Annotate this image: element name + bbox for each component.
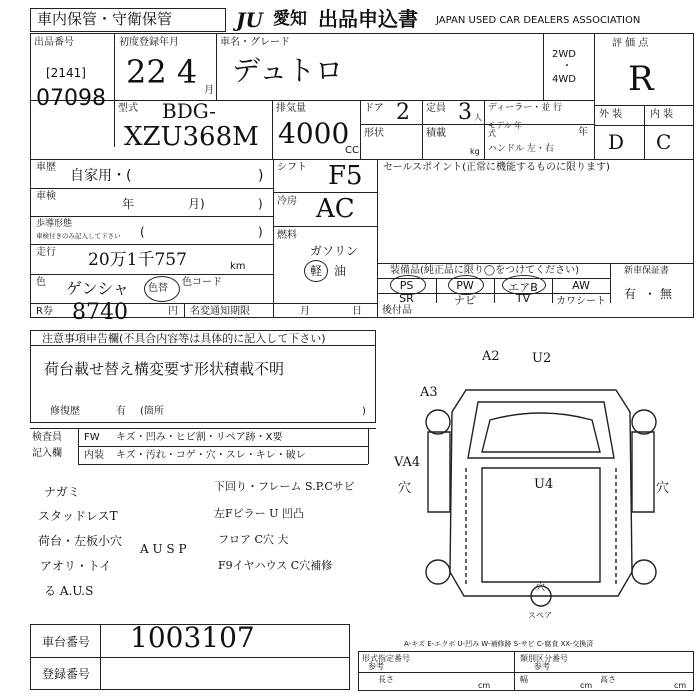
damage-legend: A-キズ E-エクボ U-凹み W-補修跡 S-サビ C-腐食 XX-交換済 — [404, 640, 594, 648]
spare-tire-label: スペア — [528, 611, 552, 620]
form-ref-label: 参考 — [368, 662, 384, 671]
damage-mark-va4: VA4 — [394, 455, 421, 470]
association-name: JAPAN USED CAR DEALERS ASSOCIATION — [436, 15, 641, 26]
tax-deadline-label: 名変通知期限 — [190, 306, 250, 317]
inspection-note: フロア C穴 大 — [218, 533, 289, 546]
score-label: 評 価 点 — [612, 38, 649, 49]
displacement-value: 4000 — [278, 117, 350, 150]
car-outline-body — [450, 390, 632, 596]
dealer-label: ディーラー・並 行 — [488, 103, 563, 113]
registration-label: 登録番号 — [42, 667, 91, 681]
inspector-label: 検査員 — [32, 432, 62, 443]
history-label: 車歴 — [36, 162, 56, 173]
drive-4wd: 4WD — [552, 74, 576, 85]
equipment-airbag-circle — [502, 275, 546, 295]
kg-unit: kg — [470, 147, 480, 156]
first-registration-value: 22 4 — [126, 53, 198, 91]
category-ref-label: 参考 — [534, 662, 550, 671]
damage-mark-a2: A2 — [482, 349, 500, 364]
repair-history-value: 有 — [116, 406, 126, 417]
repair-history-label: 修復歴 — [50, 406, 80, 417]
inspection-note: A U S P — [140, 542, 187, 556]
fuel-oil: 油 — [334, 264, 347, 278]
sales-point-label: セールスポイント(正常に機能するものに限ります) — [383, 162, 610, 173]
front-left-wheel — [426, 410, 450, 434]
model-label: 型式 — [118, 103, 138, 114]
inspection-note: アオリ・トイ — [40, 559, 112, 573]
height-label: 高さ — [600, 675, 616, 684]
ju-logo — [236, 8, 270, 30]
inspection-note: スタッドレスT — [38, 509, 118, 523]
fuel-gasoline-circle — [304, 260, 328, 282]
equipment-label: 装備品(純正品に限り◯をつけてください) — [390, 265, 579, 276]
warranty-yes: 有 — [624, 287, 637, 301]
equipment-sr: SR — [399, 292, 414, 305]
interior-inspect-items: キズ・汚れ・コゲ・穴・スレ・キレ・破レ — [116, 450, 306, 461]
car-damage-diagram — [408, 372, 674, 612]
color-code-label: 色コード — [182, 277, 222, 288]
shift-label: シフト — [277, 162, 307, 173]
drive-separator: ・ — [562, 61, 572, 72]
color-label: 色 — [36, 277, 46, 288]
category-number-label: 類別区分番号 — [520, 654, 568, 663]
notes-label: 注意事項申告欄(不具合内容等は具体的に記入して下さい) — [42, 332, 326, 345]
lot-number: 07098 — [36, 86, 106, 111]
warranty-label: 新車保証書 — [624, 266, 670, 276]
repair-history-close: ) — [362, 406, 366, 417]
inspection-note: F9イヤハウス C穴補修 — [218, 559, 333, 572]
inspection-year: 年 — [122, 197, 135, 211]
ju-logo-mark: JU — [236, 8, 263, 32]
history-close: ) — [258, 168, 264, 184]
inspection-note: 左Fピラー U 凹凸 — [214, 507, 304, 520]
form-title: 出品申込書 — [318, 7, 418, 31]
history-value: 自家用・( — [70, 168, 132, 184]
odometer-label: 歩導形態 — [36, 219, 73, 229]
inspection-note: ナガミ — [44, 485, 80, 499]
exterior-label: 外 装 — [599, 109, 623, 120]
fw-items: キズ・凹み・ヒビ割・リペア跡・X要 — [116, 432, 283, 443]
first-registration-label: 初度登録年月 — [119, 37, 179, 48]
tax-month-label: 月 — [300, 306, 310, 317]
damage-mark-a3: A3 — [420, 385, 438, 400]
equipment-pw-circle — [448, 275, 484, 295]
equipment-aw: AW — [572, 279, 590, 292]
capacity-label: 定員 — [426, 103, 446, 114]
equipment-tv: TV — [515, 292, 531, 305]
doors-label: ドア — [364, 103, 384, 114]
damage-mark-hole-left: 穴 — [398, 481, 412, 496]
fuel-light: 軽 — [310, 264, 323, 278]
inspection-close: ) — [258, 197, 263, 211]
same-color-label: 色替 — [148, 283, 168, 294]
car-outline-windshield — [482, 413, 600, 452]
equipment-leather-seat: カワシート — [556, 296, 606, 307]
month-unit: 月 — [204, 85, 214, 96]
car-name-value: デュトロ — [232, 54, 344, 87]
aircon-label: 冷房 — [277, 196, 297, 207]
mileage-label: 走行 — [36, 247, 56, 258]
damage-mark-hole-rear: 穴 — [536, 583, 546, 593]
load-label: 積載 — [426, 128, 446, 139]
doors-value: 2 — [396, 100, 410, 125]
width-cm: cm — [580, 681, 593, 690]
lot-number-label: 出品番号 — [34, 37, 74, 48]
fuel-label: 燃料 — [277, 230, 297, 241]
r-ticket-value: 8740 — [72, 300, 128, 325]
car-outline-cab — [468, 402, 614, 458]
r-ticket-label: R券 — [36, 306, 53, 317]
equipment-ps-circle — [390, 275, 426, 295]
cc-unit: CC — [345, 145, 359, 156]
damage-mark-hole-right: 穴 — [656, 481, 670, 496]
displacement-label: 排気量 — [276, 103, 306, 114]
inspection-label: 車検 — [36, 191, 56, 202]
notes-value: 荷台載せ替え構変要す形状積載不明 — [44, 360, 285, 378]
tax-day-label: 日 — [352, 306, 362, 317]
equipment-ps: PS — [399, 279, 414, 292]
equipment-navi: ナビ — [454, 294, 476, 307]
rear-left-wheel — [426, 560, 450, 584]
odometer-note: 車検付きのみ記入して下さい — [36, 232, 121, 240]
capacity-value: 3 — [458, 100, 472, 125]
equipment-pw: PW — [456, 279, 474, 292]
car-name-label: 車名・グレード — [220, 37, 290, 48]
chassis-label: 車台番号 — [42, 635, 91, 649]
year-unit: 年 — [578, 127, 588, 138]
model-value: XZU368M — [124, 122, 259, 152]
height-cm: cm — [674, 681, 687, 690]
inspection-note: 荷台・左板小穴 — [38, 534, 123, 548]
interior-inspect-label: 内装 — [84, 450, 104, 461]
warranty-separator: ・ — [644, 287, 657, 301]
same-color-circle — [144, 276, 180, 302]
entry-label: 記入欄 — [32, 448, 62, 459]
interior-label: 内 装 — [650, 109, 674, 120]
form-number-label: 形式指定番号 — [362, 654, 410, 663]
storage-label: 車内保管・守衛保管 — [37, 10, 173, 28]
model-year-label: モデル 年式 — [488, 121, 523, 138]
inspection-note: る A.U.S — [44, 584, 94, 598]
fw-label: FW — [84, 432, 100, 443]
mileage-unit: km — [230, 261, 246, 272]
rear-right-wheel — [632, 560, 656, 584]
fuel-gasoline: ガソリン — [310, 244, 359, 258]
mileage-value: 20万1千757 — [88, 250, 187, 270]
r-ticket-unit: 円 — [168, 306, 178, 317]
chassis-value: 1003107 — [130, 621, 255, 654]
drive-2wd: 2WD — [552, 49, 576, 60]
inspection-note: 下回り・フレーム S.P.Cサビ — [214, 480, 355, 493]
model-prefix: BDG- — [162, 99, 216, 123]
odometer-open: ( — [140, 225, 145, 239]
length-cm: cm — [478, 681, 491, 690]
damage-mark-u2: U2 — [532, 351, 552, 366]
width-label: 幅 — [520, 675, 528, 684]
interior-value: C — [656, 130, 672, 154]
shift-value: F5 — [328, 161, 363, 191]
after-install-label: 後付品 — [382, 305, 412, 316]
inspection-month: 月) — [188, 197, 205, 211]
front-right-wheel — [632, 410, 656, 434]
length-label: 長さ — [378, 675, 394, 684]
odometer-close: ) — [258, 225, 263, 239]
warranty-no: 無 — [660, 287, 673, 301]
lot-sub-number: [2141] — [46, 66, 86, 80]
car-outline-left-door — [428, 432, 450, 512]
shape-label: 形状 — [364, 128, 384, 139]
score-value: R — [628, 59, 654, 99]
exterior-value: D — [608, 130, 625, 154]
handle-label: ハンドル 左・右 — [488, 144, 554, 154]
capacity-unit: 人 — [474, 113, 482, 122]
equipment-airbag: エアB — [508, 281, 538, 294]
repair-history-detail: (箇所 — [140, 406, 164, 417]
color-value: ゲンシャ — [66, 279, 129, 298]
logo-text: 愛知 — [273, 9, 307, 29]
car-outline-right-door — [632, 432, 654, 512]
aircon-value: AC — [316, 194, 355, 224]
damage-mark-u4: U4 — [534, 477, 554, 492]
